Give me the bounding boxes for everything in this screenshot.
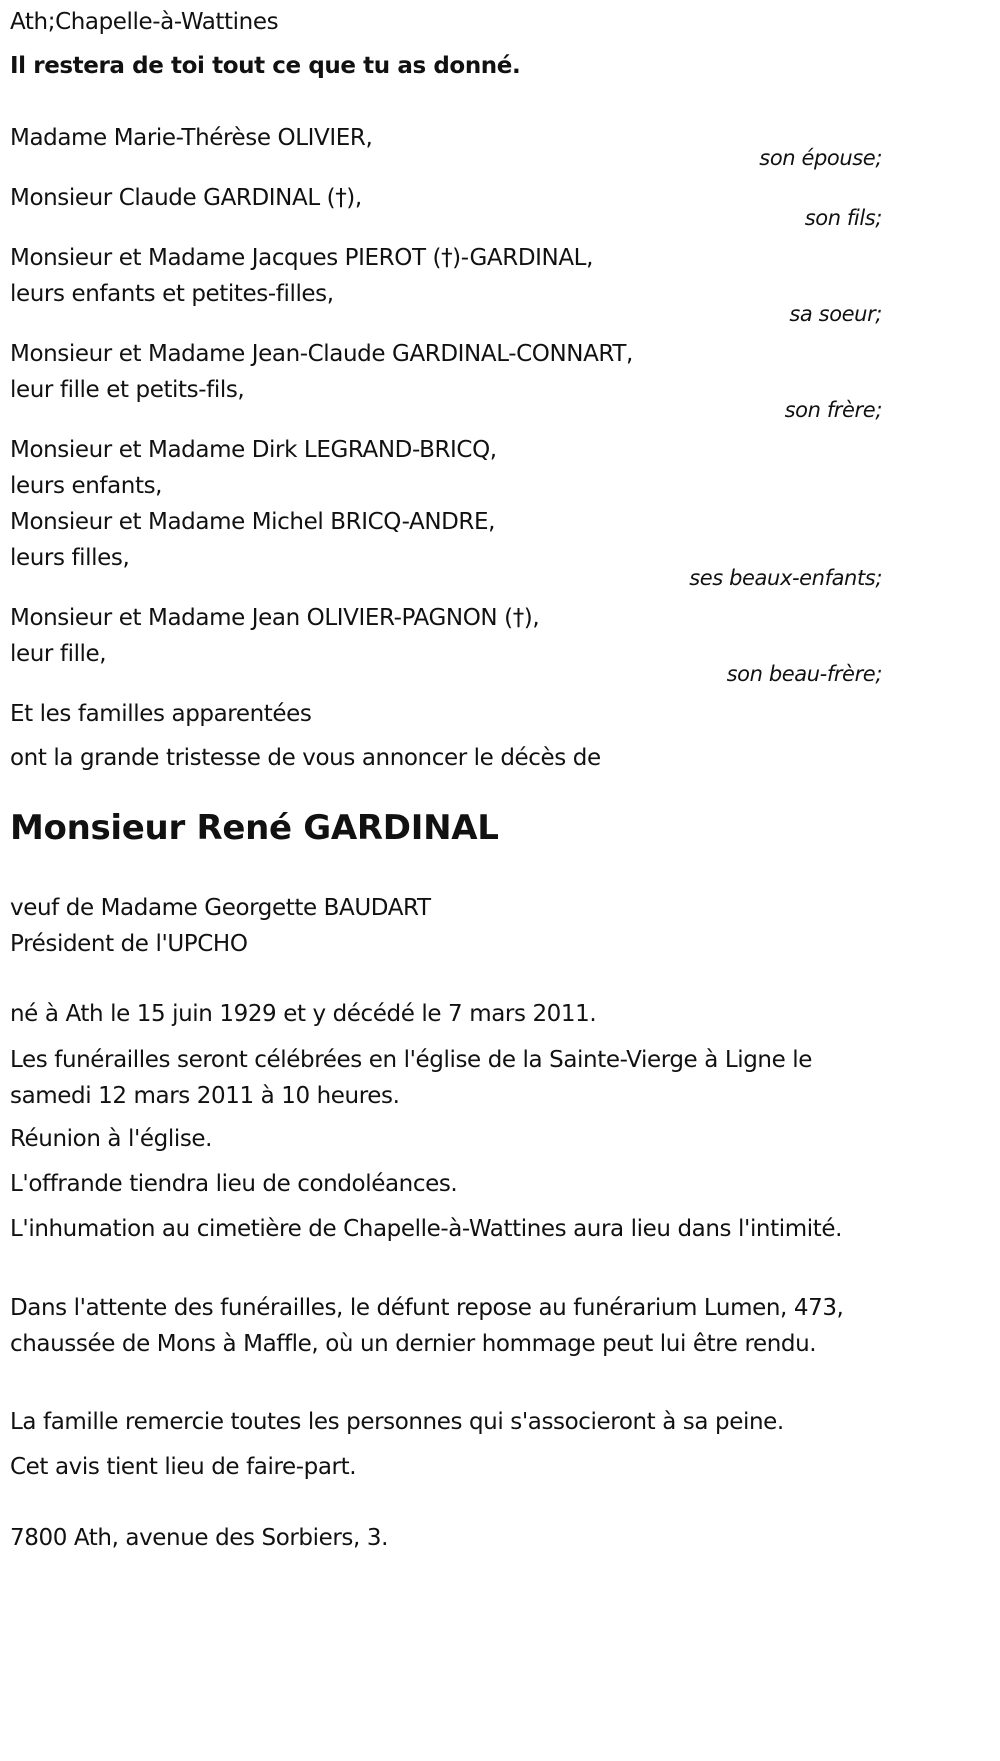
family-entry — [10, 432, 882, 590]
address: 7800 Ath, avenue des Sorbiers, 3. — [10, 1525, 388, 1551]
announcement: ont la grande tristesse de vous annoncer le décès de — [10, 745, 601, 771]
relation-label: son frère; — [784, 398, 882, 422]
family-entry — [10, 600, 882, 686]
family-entry — [10, 240, 882, 326]
family-line: leur fille, — [10, 641, 107, 667]
burial-info: L'inhumation au cimetière de Chapelle-à-Wattines aura lieu dans l'intimité. — [10, 1216, 842, 1242]
family-line: Monsieur et Madame Jean OLIVIER-PAGNON (†), — [10, 605, 540, 631]
relation-label: sa soeur; — [789, 302, 882, 326]
family-line: leur fille et petits-fils, — [10, 377, 245, 403]
widower-of: veuf de Madame Georgette BAUDART — [10, 895, 431, 921]
deceased-title: Président de l'UPCHO — [10, 931, 248, 957]
relation-label: son épouse; — [759, 146, 882, 170]
birth-death: né à Ath le 15 juin 1929 et y décédé le 7 mars 2011. — [10, 1001, 597, 1027]
family-line: Monsieur Claude GARDINAL (†), — [10, 185, 362, 211]
family-line: Monsieur et Madame Dirk LEGRAND-BRICQ, — [10, 437, 497, 463]
notice-info: Cet avis tient lieu de faire-part. — [10, 1454, 357, 1480]
motto: Il restera de toi tout ce que tu as donné. — [10, 53, 521, 79]
related-families: Et les familles apparentées — [10, 701, 312, 727]
family-line: leurs filles, — [10, 545, 130, 571]
family-line: Monsieur et Madame Michel BRICQ-ANDRE, — [10, 509, 496, 535]
family-list — [10, 120, 882, 732]
family-entry — [10, 336, 882, 422]
family-entry — [10, 180, 882, 230]
relation-label: son beau-frère; — [726, 662, 882, 686]
relation-label: ses beaux-enfants; — [689, 566, 882, 590]
family-line: Monsieur et Madame Jacques PIEROT (†)-GARDINAL, — [10, 245, 593, 271]
relation-label: son fils; — [804, 206, 882, 230]
offering-info: L'offrande tiendra lieu de condoléances. — [10, 1171, 458, 1197]
meeting-info: Réunion à l'église. — [10, 1126, 213, 1152]
viewing-info: Dans l'attente des funérailles, le défunt repose au funérarium Lumen, 473, chaussée de Mons à Maffle, où un dernier hommage peut lui être rendu. — [10, 1295, 844, 1357]
family-entry — [10, 120, 882, 170]
family-line: leurs enfants et petites-filles, — [10, 281, 334, 307]
family-line: leurs enfants, — [10, 473, 163, 499]
thanks-info: La famille remercie toutes les personnes qui s'associeront à sa peine. — [10, 1409, 784, 1435]
funeral-info: Les funérailles seront célébrées en l'église de la Sainte-Vierge à Ligne le samedi 12 mars 2011 à 10 heures. — [10, 1047, 812, 1109]
location-line: Ath;Chapelle-à-Wattines — [10, 9, 279, 35]
deceased-name: Monsieur René GARDINAL — [10, 808, 499, 848]
family-line: Madame Marie-Thérèse OLIVIER, — [10, 125, 373, 151]
family-line: Monsieur et Madame Jean-Claude GARDINAL-CONNART, — [10, 341, 633, 367]
